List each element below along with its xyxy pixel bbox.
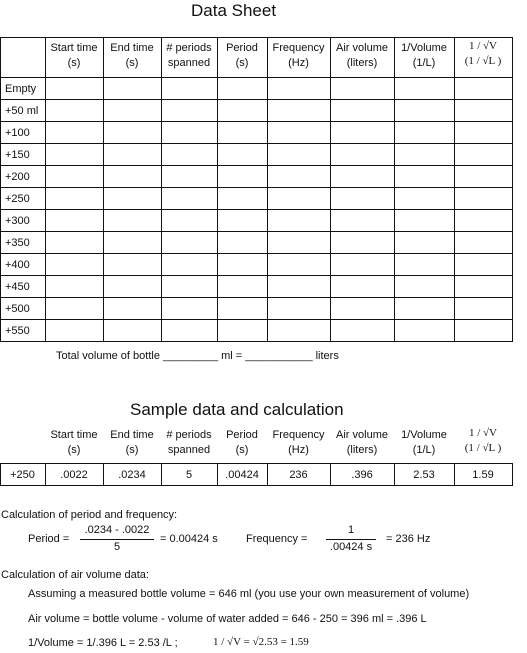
sample-row-label: +250 [10,469,35,481]
period-eq-label: Period = [28,533,70,545]
calc-period-heading: Calculation of period and frequency: [1,509,178,521]
page-title: Data Sheet [191,1,277,20]
row-label: +250 [5,192,30,205]
header-inv-volume: 1/Volume (1/L) [401,42,447,69]
header-start-time: Start time (s) [50,42,98,69]
row-label: +50 ml [5,104,39,117]
sample-inv-sqrt: 1.59 [472,469,494,481]
air-line-1: Assuming a measured bottle volume = 646 ml (you use your own measurement of volume) [28,588,470,600]
sample-periods: 5 [185,469,193,481]
header-periods-spanned: # periods spanned [166,42,212,69]
row-label: +300 [5,214,30,227]
total-volume-line: Total volume of bottle _________ ml = ___________ liters [56,350,339,362]
row-label: +350 [5,236,30,249]
frequency-eq-result: = 236 Hz [386,533,431,545]
sample-header-inv-volume: 1/Volume (1/L) [401,429,447,456]
frequency-eq-numerator: 1 [347,524,355,536]
sample-frequency: 236 [289,469,308,481]
sample-header-periods: # periods spanned [166,429,212,456]
frequency-fraction-bar [326,539,376,540]
period-eq-result: = 0.00424 s [160,533,218,545]
row-label: +100 [5,126,30,139]
sample-header-period: Period (s) [226,429,258,456]
period-eq-denominator: 5 [113,541,121,553]
period-fraction-bar [80,539,154,540]
sample-inv-volume: 2.53 [413,469,435,481]
row-label: Empty [5,82,37,95]
header-inv-sqrt-v: 1 / √V (1 / √L ) [464,40,502,67]
sample-header-inv-sqrt: 1 / √V (1 / √L ) [464,427,502,454]
header-air-volume: Air volume (liters) [336,42,388,69]
frequency-eq-label: Frequency = [246,533,308,545]
row-label: +150 [5,148,30,161]
row-label: +450 [5,280,30,293]
air-line-3-math: 1 / √V = √2.53 = 1.59 [213,636,309,648]
row-label: +550 [5,324,30,337]
air-line-3: 1/Volume = 1/.396 L = 2.53 /L ; [28,637,178,649]
row-label: +200 [5,170,30,183]
sample-header-start-time: Start time (s) [50,429,98,456]
sample-air-volume: .396 [351,469,373,481]
sample-title: Sample data and calculation [130,400,344,419]
header-period: Period (s) [226,42,258,69]
row-label: +400 [5,258,30,271]
row-label: +500 [5,302,30,315]
sample-header-air-volume: Air volume (liters) [336,429,388,456]
air-line-2: Air volume = bottle volume - volume of water added = 646 - 250 = 396 ml = .396 L [28,613,427,625]
frequency-eq-denominator: .00424 s [329,541,373,553]
calc-air-heading: Calculation of air volume data: [1,569,149,581]
header-frequency: Frequency (Hz) [272,42,325,69]
period-eq-numerator: .0234 - .0022 [84,524,150,536]
sample-start-time: .0022 [60,469,88,481]
sample-header-end-time: End time (s) [110,429,154,456]
sample-header-frequency: Frequency (Hz) [272,429,325,456]
header-end-time: End time (s) [110,42,154,69]
sample-period: .00424 [225,469,259,481]
sample-end-time: .0234 [118,469,146,481]
